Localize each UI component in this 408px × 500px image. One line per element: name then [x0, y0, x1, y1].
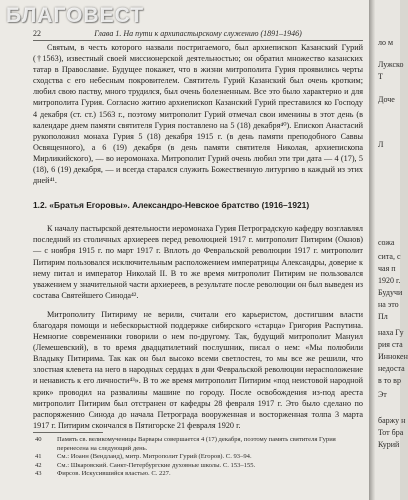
right-page-fragment: баржу н — [378, 416, 406, 425]
right-page-fragment: наха Гу — [378, 328, 404, 337]
footnote-text: Фирсов. Искусившийся властью. С. 227. — [57, 470, 171, 478]
right-page-fragment: в то вр — [378, 376, 401, 385]
right-page-fragment: Т — [378, 72, 383, 81]
right-page-fragment: ло м — [378, 38, 394, 47]
footnote-number: 43 — [35, 470, 42, 478]
right-page-fragment: рия ста — [378, 340, 403, 349]
section-heading: 1.2. «Братья Егоровы». Александро-Невское братство (1916–1921) — [33, 200, 310, 211]
footnote — [33, 470, 363, 479]
right-page-fragment: Эт — [378, 390, 387, 399]
paragraph: К началу пастырской деятельности иеромонаха Гурия Петроградскую кафедру возглавлял последний из столичных архиереев перед революцией 1917 г. митрополит Питирим (Окнов) — с ноября 1915 г. по март 1917 г. Вплоть до Февральской революции 1917 г. митрополит Питирим пользовался исключительным расположением императрицы Александры, доверие к нему питал и император Николай II. В то же время митрополит Питирим не пользовался уважением у значительной части архиереев, в результате после революции он был выведен из состава Святейшего Синода⁴². — [33, 224, 363, 300]
footnote-text: См.: Шкаровский. Санкт-Петербургские духовные школы. С. 153–155. — [57, 461, 256, 469]
footnote-text: Память св. великомученицы Варвары совершается 4 (17) декабря, поэтому память святителя Гурия перенесена на следующий день. — [57, 436, 336, 452]
footnote — [33, 436, 363, 453]
paragraph: Святым, в честь которого назвали постригаемого, был архиепископ Казанский Гурий (†1563), известный своей миссионерской деятельностью; он обратил множество казанских татар в Православие. Будущее покажет, что в жизни митрополита Гурия проявились черты сходства с его небесным покровителем. Святитель Гурий Казанский был очень кротким; любил свою паству, много трудился, был очень болезненным. Все это было характерно и для митрополита Гурия. Согласно житию архиепископ Казанский Гурий преставился ко Господу 4 декабря (ст. ст.) 1563 г., поэтому митрополит Гурий отмечал свои именины в этот день (в календаре днем памяти святителя Гурия поставлено на 5 (18) декабря⁴⁰). Епископ Анастасий рукоположил монаха Гурия 5 (18) декабря 1915 г. (в день памяти преподобного Саввы Освященного), а 6 (19) декабря (в день памяти святителя Николая, архиепископа Мирликийского), — во иеромонаха. Митрополит Гурий очень любил эти три дата — 4 (17), 5 (18), 6 (19) декабря, — и всегда старался служить Божественную литургию в каждый из этих дней⁴¹. — [33, 43, 363, 186]
right-page-fragment: сита, с — [378, 252, 401, 261]
right-page-fragment: Лужско — [378, 60, 404, 69]
paragraph: Митрополиту Питириму не верили, считали его карьеристом, достигшим власти благодаря помощи и небескорыстной поддержке сибирского «старца» Григория Распутина. Немногие современники говорили о нем по-другому. Так, будущий митрополит Мануил (Лемешевский), в то время двадцатилетний послушник, писал о нем: «Мы полюбили Владыку Питирима. Так как он был высоко всеми светлостен, то мы все же решили, что злостная клевета на него в народных сердцах в дни Февральской революции нерасположение и ненависть к его личности⁴³». В то же время митрополит Питирим «под неистовой народной крик» проводил на развалины машине по городу. После освобождения из-под ареста митрополит Питирим был отстранен от кафедры 28 февраля 1917 г. Это было сделано по распоряжению Синода до начала Петрограда вооруженная и восторженная толпа 3 марта 1917 г. Питирим скончался в Пятигорске 21 февраля 1920 г. — [33, 309, 363, 430]
right-page-fragment: Будучи — [378, 288, 403, 297]
footnote-number: 41 — [35, 453, 42, 461]
right-page-fragment: Иннокен — [378, 352, 408, 361]
footnote — [33, 462, 363, 471]
chapter-title: Глава 1. На пути к архипастырскому служению (1891–1946) — [94, 29, 302, 38]
right-page-fragment: на это — [378, 300, 399, 309]
watermark-logo: БЛАГОВЕСТ — [6, 4, 145, 27]
footnote-number: 40 — [35, 436, 42, 443]
right-page-fragment: 1920 г. — [378, 276, 401, 285]
right-page-fragment: Пл — [378, 312, 388, 321]
page-number: 22 — [33, 29, 41, 38]
right-page-fragment: Тот бра — [378, 428, 404, 437]
right-page-fragment: Л — [378, 140, 384, 149]
right-page-fragment: чая п — [378, 264, 396, 273]
running-header — [33, 29, 363, 41]
adjacent-page-edge — [375, 0, 408, 500]
right-page-fragment: недоста — [378, 364, 405, 373]
right-page-fragment: сожа — [378, 238, 395, 247]
footnote — [33, 453, 363, 462]
right-page-fragment: Курий — [378, 440, 400, 449]
footnote-text: См.: Иоанн (Вендланд), митр. Митрополит Гурий (Егоров). С. 93–94. — [57, 453, 252, 461]
right-page-fragment: Доче — [378, 95, 395, 104]
footnote-number: 42 — [35, 461, 42, 469]
footnote-divider — [33, 432, 103, 433]
body-text — [33, 42, 363, 431]
footnotes — [33, 432, 363, 479]
